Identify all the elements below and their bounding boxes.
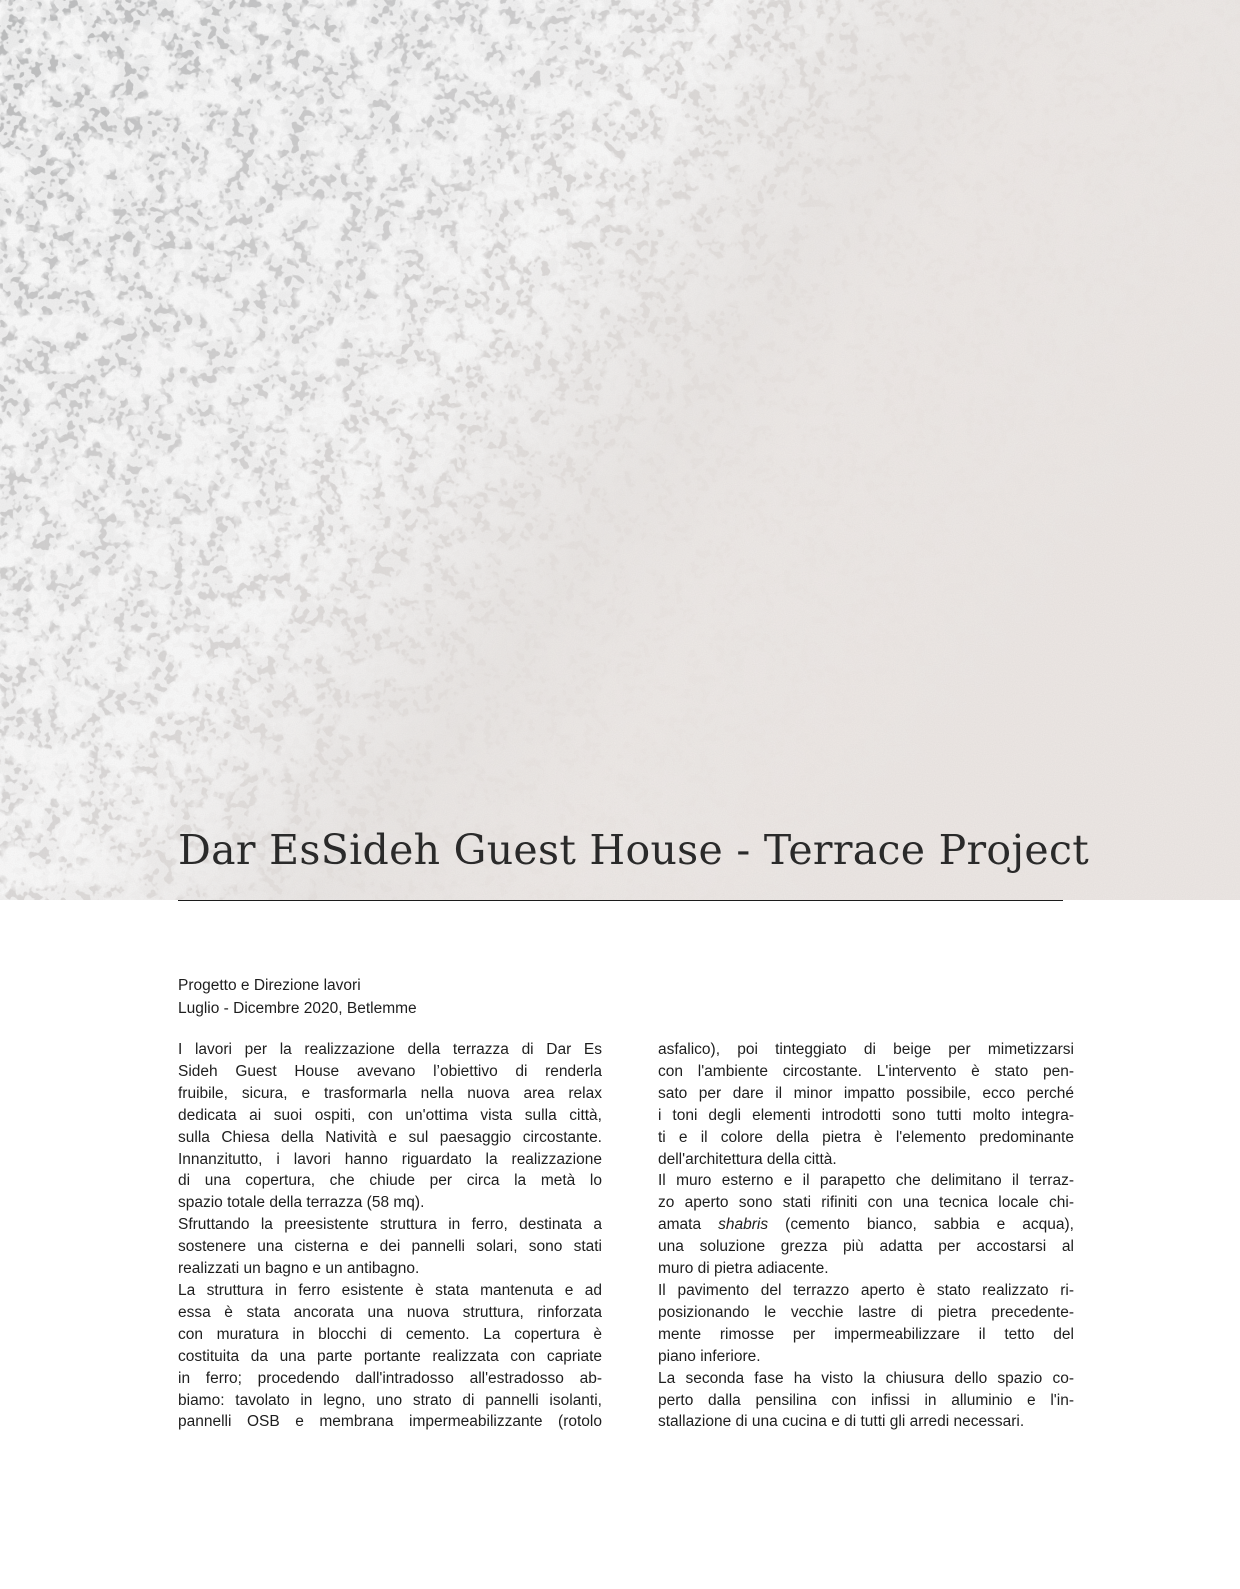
body-line: realizzati un bagno e un antibagno. [178, 1260, 420, 1278]
body-line: dedicata ai suoi ospiti, con un'ottima vista sulla città, [178, 1106, 602, 1124]
body-line: Innanzitutto, i lavori hanno riguardato la realizzazione [178, 1150, 602, 1168]
body-line: con l'ambiente circostante. L'intervento è stato pen- [658, 1062, 1074, 1080]
body-line: Il muro esterno e il parapetto che delimitano il terraz- [658, 1172, 1074, 1190]
body-line: di una copertura, che chiude per circa la metà lo [178, 1172, 602, 1190]
text-fragment: amata [658, 1216, 719, 1234]
body-line: spazio totale della terrazza (58 mq). [178, 1194, 425, 1212]
body-line: sato per dare il minor impatto possibile, ecco perché [658, 1084, 1074, 1102]
project-meta [178, 974, 417, 1020]
body-line: ti e il colore della pietra è l'elemento predominante [658, 1128, 1074, 1146]
body-line: pannelli OSB e membrana impermeabilizzante (rotolo [178, 1413, 602, 1431]
body-line: I lavori per la realizzazione della terrazza di Dar Es [178, 1041, 602, 1058]
title-divider [178, 900, 1063, 901]
text-fragment: (cemento bianco, sabbia e acqua), [768, 1216, 1074, 1234]
body-line: dell'architettura della città. [658, 1150, 837, 1168]
body-line: asfalico), poi tinteggiato di beige per mimetizzarsi [658, 1041, 1074, 1058]
italic-term: shabris [718, 1216, 769, 1234]
body-column-right [658, 1039, 1074, 1433]
body-line: muro di pietra adiacente. [658, 1260, 829, 1278]
body-line: sulla Chiesa della Natività e sul paesaggio circostante. [178, 1128, 602, 1146]
body-line: costituita da una parte portante realizzata con capriate [178, 1347, 602, 1365]
body-line: una soluzione grezza più adatta per accostarsi al [658, 1238, 1074, 1256]
body-line: essa è stata ancorata una nuova struttura, rinforzata [178, 1303, 602, 1321]
body-line: sostenere una cisterna e dei pannelli solari, sono stati [178, 1238, 602, 1256]
page-title: Dar EsSideh Guest House - Terrace Project [178, 826, 1090, 874]
body-line: La seconda fase ha visto la chiusura dello spazio co- [658, 1369, 1074, 1387]
body-line: biamo: tavolato in legno, uno strato di pannelli isolanti, [178, 1391, 602, 1409]
body-line: Sfruttando la preesistente struttura in ferro, destinata a [178, 1216, 602, 1234]
meta-role: Progetto e Direzione lavori [178, 977, 361, 994]
body-line: con muratura in blocchi di cemento. La copertura è [178, 1325, 602, 1343]
body-line: posizionando le vecchie lastre di pietra precedente- [658, 1303, 1074, 1321]
body-line: mente rimosse per impermeabilizzare il tetto del [658, 1325, 1074, 1343]
body-line-italic [658, 1214, 1074, 1236]
meta-date-location: Luglio - Dicembre 2020, Betlemme [178, 1000, 417, 1017]
body-line: in ferro; procedendo dall'intradosso all'estradosso ab- [178, 1369, 602, 1387]
body-line: Il pavimento del terrazzo aperto è stato realizzato ri- [658, 1281, 1074, 1299]
body-line: perto dalla pensilina con infissi in alluminio e l'in- [658, 1391, 1074, 1409]
body-line: zo aperto sono stati rifiniti con una tecnica locale chi- [658, 1194, 1074, 1212]
body-line: i toni degli elementi introdotti sono tutti molto integra- [658, 1106, 1074, 1124]
body-line: stallazione di una cucina e di tutti gli arredi necessari. [658, 1413, 1025, 1431]
body-line: piano inferiore. [658, 1347, 761, 1365]
body-line: Sideh Guest House avevano l’obiettivo di renderla [178, 1062, 602, 1080]
body-line: La struttura in ferro esistente è stata mantenuta e ad [178, 1281, 602, 1299]
body-column-left [178, 1039, 602, 1433]
body-line: fruibile, sicura, e trasformarla nella nuova area relax [178, 1084, 602, 1102]
